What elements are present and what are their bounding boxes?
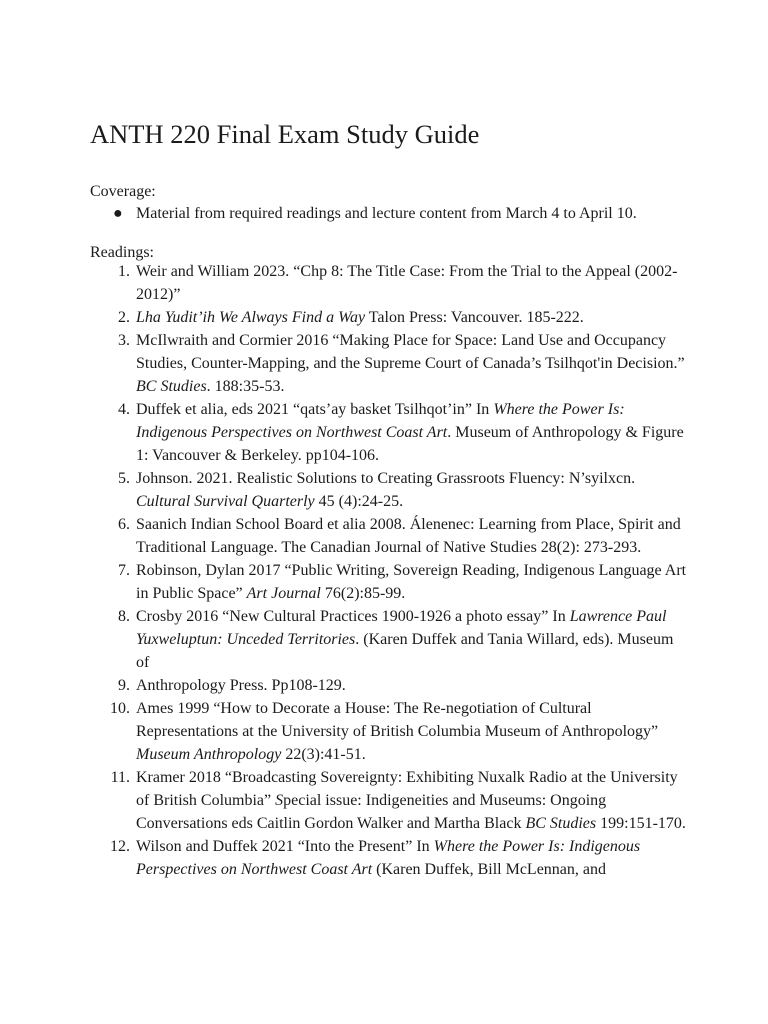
reading-citation bbox=[136, 838, 640, 878]
citation-italic-text: S bbox=[275, 792, 284, 809]
reading-number: 2. bbox=[118, 309, 130, 326]
citation-text: Weir and William 2023. “Chp 8: The Title Case: From the Trial to the Appeal (2002-2012)” bbox=[136, 263, 678, 303]
reading-citation bbox=[136, 562, 686, 602]
reading-citation bbox=[136, 516, 681, 556]
citation-text: . 188:35-53. bbox=[206, 378, 285, 395]
citation-text: . (Karen Duffek and Tania Willard, eds). Museum of bbox=[136, 631, 674, 671]
reading-item bbox=[90, 398, 690, 467]
citation-text: Duffek et alia, eds 2021 “qats’ay basket Tsilhqot’in” In bbox=[136, 401, 494, 418]
reading-citation bbox=[136, 700, 658, 763]
citation-italic-text: Art Journal bbox=[246, 585, 321, 602]
readings-list bbox=[90, 260, 690, 881]
citation-text: Ames 1999 “How to Decorate a House: The Re-negotiation of Cultural Representations at the University of British Columbia Museum of Anthropology” bbox=[136, 700, 659, 740]
citation-text: 199:151-170. bbox=[596, 815, 686, 832]
reading-number: 9. bbox=[118, 677, 130, 694]
reading-item bbox=[90, 260, 690, 306]
reading-number: 5. bbox=[118, 470, 130, 487]
citation-text: Robinson, Dylan 2017 “Public Writing, Sovereign Reading, Indigenous Language Art in Public Space” bbox=[136, 562, 687, 602]
citation-italic-text: Where the Power Is: Indigenous Perspectives on Northwest Coast Art bbox=[136, 401, 625, 441]
citation-text: . Museum of Anthropology & Figure 1: Vancouver & Berkeley. pp104-106. bbox=[136, 424, 684, 464]
citation-text: 76(2):85-99. bbox=[320, 585, 406, 602]
reading-item bbox=[90, 766, 690, 835]
citation-italic-text: Lawrence Paul Yuxweluptun: Unceded Territories bbox=[136, 608, 667, 648]
citation-italic-text: Cultural Survival Quarterly bbox=[136, 493, 315, 510]
reading-item bbox=[90, 306, 690, 329]
citation-italic-text: Museum Anthropology bbox=[136, 746, 282, 763]
reading-number: 10. bbox=[110, 700, 130, 717]
reading-item bbox=[90, 467, 690, 513]
citation-text: pecial issue: Indigeneities and Museums: Ongoing Conversations eds Caitlin Gordon Walker and Martha Black bbox=[136, 792, 607, 832]
reading-citation bbox=[136, 332, 685, 395]
bullet-icon: ● bbox=[113, 205, 123, 222]
citation-text: Johnson. 2021. Realistic Solutions to Creating Grassroots Fluency: N’syilxcn. bbox=[136, 470, 636, 487]
reading-citation bbox=[136, 677, 346, 694]
coverage-item-text: Material from required readings and lecture content from March 4 to April 10. bbox=[136, 205, 637, 222]
citation-text: McIlwraith and Cormier 2016 “Making Place for Space: Land Use and Occupancy Studies, Counter-Mapping, and the Supreme Court of Canada’s Tsilhqot'in Decision.” bbox=[136, 332, 685, 372]
reading-item bbox=[90, 605, 690, 674]
citation-italic-text: Where the Power Is: Indigenous Perspectives on Northwest Coast Art bbox=[136, 838, 641, 878]
citation-text: 22(3):41-51. bbox=[281, 746, 366, 763]
citation-italic-text: BC Studies bbox=[136, 378, 207, 395]
reading-number: 6. bbox=[118, 516, 130, 533]
coverage-item bbox=[90, 202, 690, 225]
reading-number: 11. bbox=[110, 769, 130, 786]
reading-item bbox=[90, 697, 690, 766]
reading-item bbox=[90, 835, 690, 881]
reading-number: 4. bbox=[118, 401, 130, 418]
reading-citation bbox=[136, 470, 635, 510]
readings-label: Readings: bbox=[90, 244, 154, 261]
coverage-label: Coverage: bbox=[90, 183, 156, 200]
reading-citation bbox=[136, 608, 673, 671]
reading-citation bbox=[136, 309, 584, 326]
citation-text: Wilson and Duffek 2021 “Into the Present” In bbox=[136, 838, 434, 855]
citation-italic-text: Lha Yudit’ih We Always Find a Way bbox=[136, 309, 366, 326]
citation-text: Saanich Indian School Board et alia 2008. Álenenec: Learning from Place, Spirit and Traditional Language. The Canadian Journal of Native Studies 28(2): 273-293. bbox=[136, 516, 681, 556]
reading-item bbox=[90, 674, 690, 697]
reading-number: 7. bbox=[118, 562, 130, 579]
citation-text: Anthropology Press. Pp108-129. bbox=[136, 677, 346, 694]
document-title: ANTH 220 Final Exam Study Guide bbox=[90, 119, 480, 149]
reading-citation bbox=[136, 263, 677, 303]
reading-item bbox=[90, 329, 690, 398]
reading-number: 1. bbox=[118, 263, 130, 280]
citation-text: Crosby 2016 “New Cultural Practices 1900-1926 a photo essay” In bbox=[136, 608, 570, 625]
reading-number: 3. bbox=[118, 332, 130, 349]
citation-italic-text: BC Studies bbox=[525, 815, 597, 832]
citation-text: Talon Press: Vancouver. 185-222. bbox=[365, 309, 584, 326]
reading-number: 8. bbox=[118, 608, 130, 625]
reading-citation bbox=[136, 769, 686, 832]
coverage-list bbox=[90, 202, 690, 225]
citation-text: Kramer 2018 “Broadcasting Sovereignty: Exhibiting Nuxalk Radio at the University of British Columbia” bbox=[136, 769, 678, 809]
reading-citation bbox=[136, 401, 684, 464]
reading-item bbox=[90, 513, 690, 559]
citation-text: 45 (4):24-25. bbox=[314, 493, 404, 510]
citation-text: (Karen Duffek, Bill McLennan, and bbox=[372, 861, 606, 878]
reading-number: 12. bbox=[110, 838, 130, 855]
reading-item bbox=[90, 559, 690, 605]
